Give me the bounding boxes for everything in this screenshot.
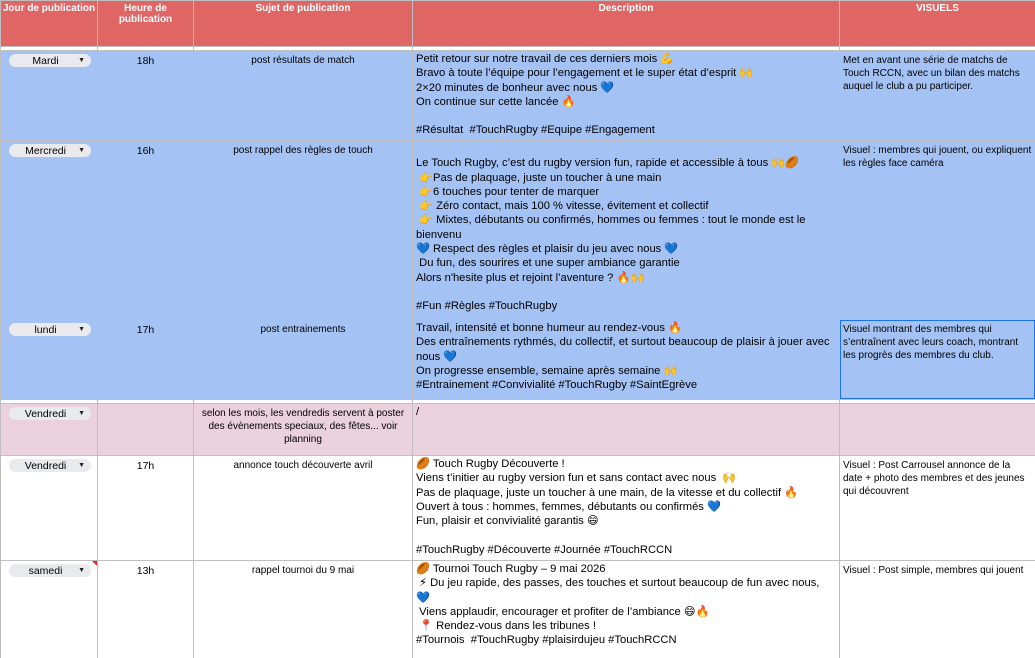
subject-cell[interactable]: annonce touch découverte avril (194, 456, 413, 561)
day-value: Mardi (32, 54, 59, 67)
subject-cell[interactable]: post rappel des règles de touch (194, 141, 413, 320)
comment-marker-icon[interactable] (92, 561, 97, 566)
hour-cell[interactable]: 17h (98, 456, 194, 561)
visuals-cell-selected[interactable]: Visuel montrant des membres qui s’entraînent avec leurs coach, montrant les progrès des membres du club. (840, 320, 1035, 400)
hour-cell[interactable]: 16h (98, 141, 194, 320)
description-cell[interactable]: Le Touch Rugby, c’est du rugby version fun, rapide et accessible à tous 🙌🏉 👉Pas de plaquage, juste un toucher à une main 👉6 touches pour tenter de marquer 👉 Zéro contact, mais 100 % vitesse, évitement et collectif 👉 Mixtes, débutants ou confirmés, hommes ou femmes : tout le monde est le bienvenu 💙 Respect des règles et plaisir du jeu avec nous 💙 Du fun, des sourires et une super ambiance garantie Alors n'hesite plus et rejoint l’aventure ? 🔥🙌 #Fun #Règles #TouchRugby (413, 141, 840, 320)
day-cell[interactable] (1, 404, 98, 456)
hour-cell[interactable]: 17h (98, 320, 194, 400)
day-cell[interactable] (1, 320, 98, 400)
description-cell[interactable]: Petit retour sur notre travail de ces derniers mois 💪 Bravo à toute l’équipe pour l’engagement et le super état d’esprit 🙌 2×20 minutes de bonheur avec nous 💙 On continue sur cette lancée 🔥 #Résultat #TouchRugby #Equipe #Engagement (413, 51, 840, 141)
description-cell[interactable]: 🏉 Tournoi Touch Rugby – 9 mai 2026 ⚡ Du jeu rapide, des passes, des touches et surtout beaucoup de fun avec nous, 💙 Viens applaudir, encourager et profiter de l’ambiance 😄🔥 📍 Rendez-vous dans les tribunes ! #Tournois #TouchRugby #plaisirdujeu #TouchRCCN (413, 561, 840, 658)
visuals-cell[interactable]: Visuel : Post simple, membres qui jouent (840, 561, 1035, 658)
visuals-cell[interactable] (840, 404, 1035, 456)
hour-cell[interactable]: 18h (98, 51, 194, 141)
day-value: Vendredi (24, 407, 67, 420)
header-day[interactable]: Jour de publication (1, 1, 98, 47)
table-row (1, 51, 1035, 141)
day-cell[interactable] (1, 456, 98, 561)
dropdown-arrow-icon[interactable]: ▼ (78, 147, 85, 154)
day-dropdown[interactable] (9, 54, 91, 67)
dropdown-arrow-icon[interactable]: ▼ (78, 462, 85, 469)
hour-cell[interactable]: 13h (98, 561, 194, 658)
table-row (1, 141, 1035, 320)
subject-cell[interactable]: rappel tournoi du 9 mai (194, 561, 413, 658)
day-dropdown[interactable] (9, 407, 91, 420)
dropdown-arrow-icon[interactable]: ▼ (78, 410, 85, 417)
header-row (1, 1, 1035, 47)
day-cell[interactable] (1, 141, 98, 320)
table-row (1, 320, 1035, 400)
table-row (1, 561, 1035, 658)
day-value: lundi (34, 323, 57, 336)
day-value: Mercredi (25, 144, 66, 157)
dropdown-arrow-icon[interactable]: ▼ (78, 326, 85, 333)
header-visuals[interactable]: VISUELS (840, 1, 1035, 47)
day-cell[interactable] (1, 561, 98, 658)
day-dropdown[interactable] (9, 323, 91, 336)
day-dropdown[interactable] (9, 459, 91, 472)
dropdown-arrow-icon[interactable]: ▼ (78, 567, 85, 574)
header-hour[interactable]: Heure de publication (98, 1, 194, 47)
day-dropdown[interactable] (9, 144, 91, 157)
header-subject[interactable]: Sujet de publication (194, 1, 413, 47)
description-cell[interactable]: 🏉 Touch Rugby Découverte ! Viens t’initier au rugby version fun et sans contact avec nous 🙌 Pas de plaquage, juste un toucher à une main, de la vitesse et du collectif 🔥 Ouvert à tous : hommes, femmes, débutants ou confirmés 💙 Fun, plaisir et convivialité garantis 😄 #TouchRugby #Découverte #Journée #TouchRCCN (413, 456, 840, 561)
description-cell[interactable]: Travail, intensité et bonne humeur au rendez-vous 🔥 Des entraînements rythmés, du collectif, et surtout beaucoup de plaisir à jouer avec nous 💙 On progresse ensemble, semaine après semaine 🙌 #Entrainement #Convivialité #TouchRugby #SaintEgrève (413, 320, 840, 400)
visuals-cell[interactable]: Met en avant une série de matchs de Touch RCCN, avec un bilan des matchs auquel le club a pu participer. (840, 51, 1035, 141)
dropdown-arrow-icon[interactable]: ▼ (78, 57, 85, 64)
day-cell[interactable] (1, 51, 98, 141)
description-cell[interactable]: / (413, 404, 840, 456)
header-description[interactable]: Description (413, 1, 840, 47)
visuals-cell[interactable]: Visuel : Post Carrousel annonce de la date + photo des membres et des jeunes qui découvrent (840, 456, 1035, 561)
subject-cell[interactable]: post résultats de match (194, 51, 413, 141)
day-value: samedi (28, 564, 63, 577)
hour-cell[interactable] (98, 404, 194, 456)
subject-cell[interactable]: post entrainements (194, 320, 413, 400)
table-row (1, 404, 1035, 456)
table-row (1, 456, 1035, 561)
subject-cell[interactable]: selon les mois, les vendredis servent à poster des évènements speciaux, des fêtes... voir planning (194, 404, 413, 456)
day-value: Vendredi (24, 459, 67, 472)
day-dropdown[interactable] (9, 564, 91, 577)
visuals-cell[interactable]: Visuel : membres qui jouent, ou expliquent les règles face caméra (840, 141, 1035, 320)
